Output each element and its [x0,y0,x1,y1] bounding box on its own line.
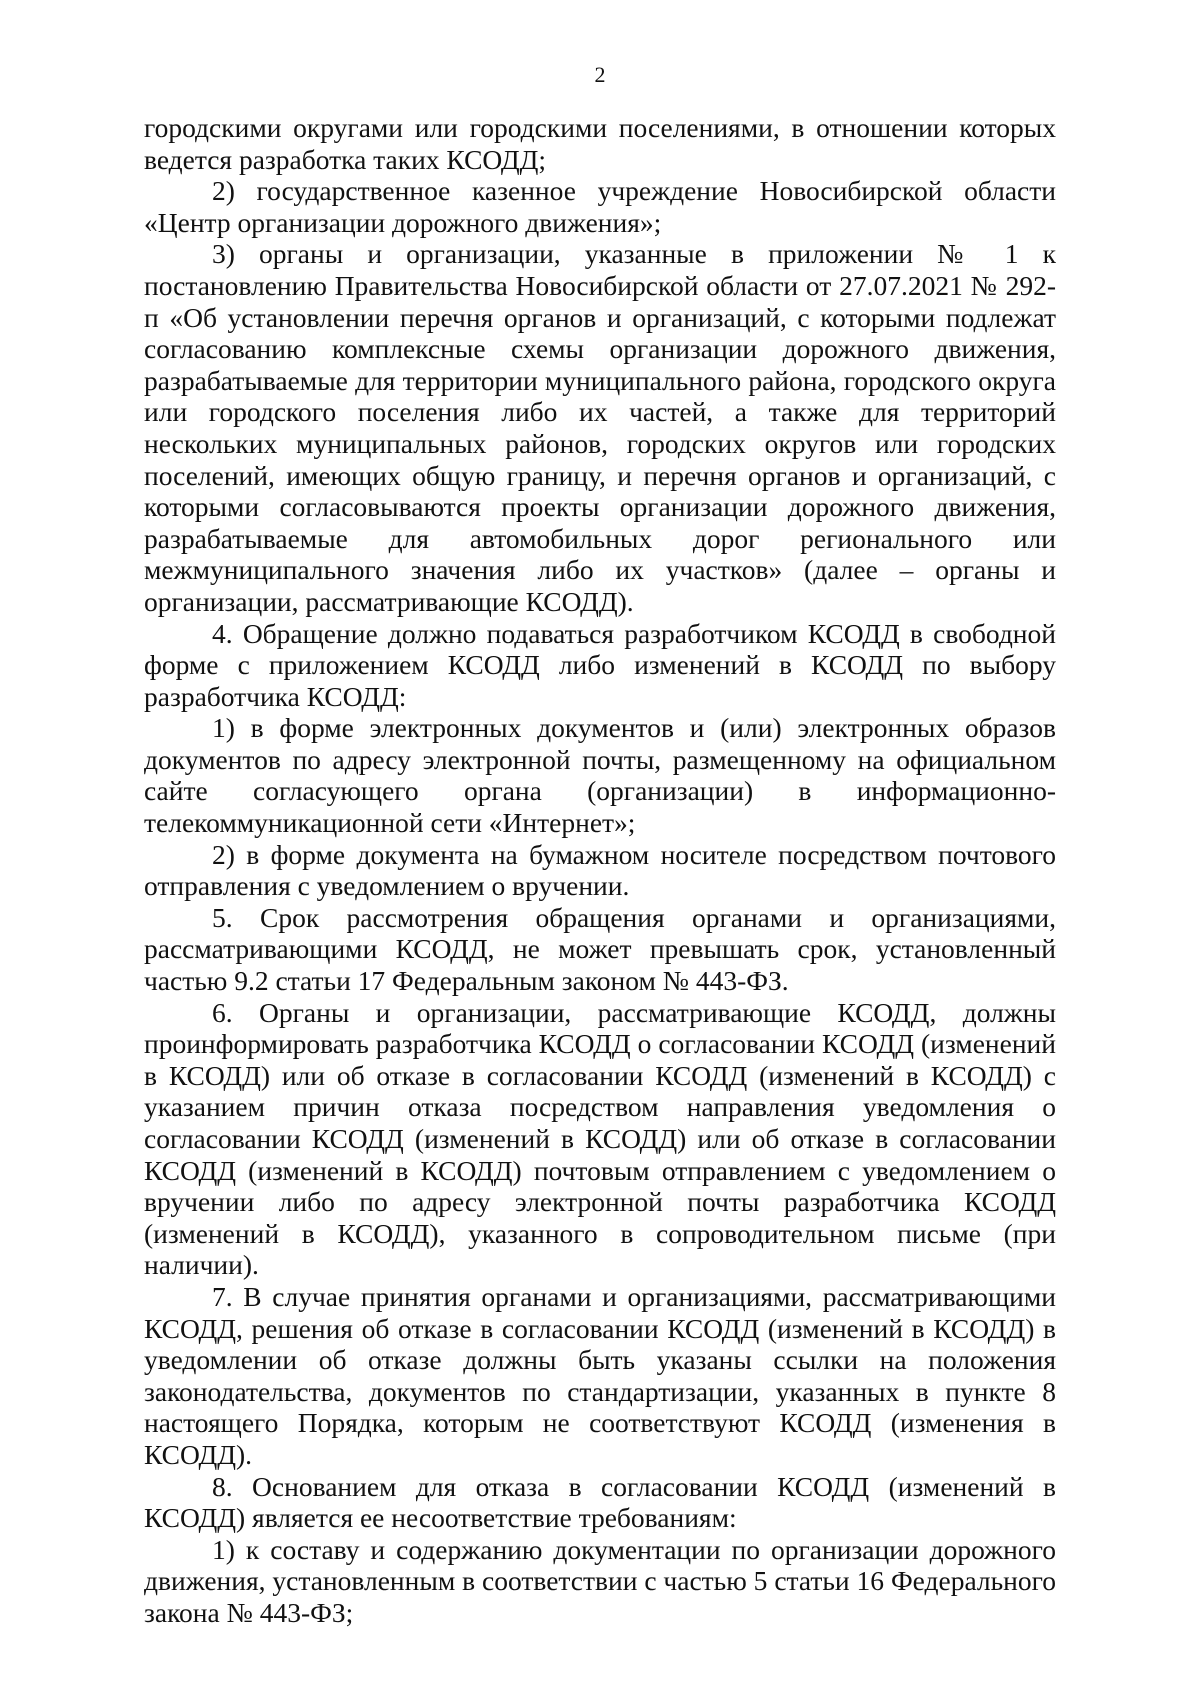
paragraph-clause-8: 8. Основанием для отказа в согласовании КСОДД (изменений в КСОДД) является ее несоответствие требованиям: [144,1470,1056,1534]
paragraph-clause-4-item-1: 1) в форме электронных документов и (или) электронных образов документов по адресу электронной почты, размещенному на официальном сайте согласующего органа (организации) в информационно-телекоммуникационной сети «Интернет»; [144,712,1056,839]
paragraph-continuation: городскими округами или городскими поселениями, в отношении которых ведется разработка таких КСОДД; [144,112,1056,175]
paragraph-clause-6: 6. Органы и организации, рассматривающие КСОДД, должны проинформировать разработчика КСОДД о согласовании КСОДД (изменений в КСОДД) или об отказе в согласовании КСОДД (изменений в КСОДД) с указанием причин отказа посредством направления уведомления о согласовании КСОДД (изменений в КСОДД) или об отказе в согласовании КСОДД (изменений в КСОДД) почтовым отправлением с уведомлением о вручении либо по адресу электронной почты разработчика КСОДД (изменений в КСОДД), указанного в сопроводительном письме (при наличии). [144,996,1056,1281]
document-body [144,112,1056,1629]
paragraph-item-2: 2) государственное казенное учреждение Новосибирской области «Центр организации дорожного движения»; [144,175,1056,238]
paragraph-clause-8-item-1: 1) к составу и содержанию документации по организации дорожного движения, установленным в соответствии с частью 5 статьи 16 Федерального закона № 443-ФЗ; [144,1533,1056,1628]
paragraph-clause-4: 4. Обращение должно подаваться разработчиком КСОДД в свободной форме с приложением КСОДД либо изменений в КСОДД по выбору разработчика КСОДД: [144,617,1056,712]
paragraph-clause-5: 5. Срок рассмотрения обращения органами и организациями, рассматривающими КСОДД, не может превышать срок, установленный частью 9.2 статьи 17 Федеральным законом № 443-ФЗ. [144,901,1056,997]
page-number: 2 [594,62,606,87]
paragraph-clause-4-item-2: 2) в форме документа на бумажном носителе посредством почтового отправления с уведомлением о вручении. [144,838,1056,902]
paragraph-item-3: 3) органы и организации, указанные в приложении № 1 к постановлению Правительства Новосибирской области от 27.07.2021 № 292-п «Об установлении перечня органов и организаций, с которыми подлежат согласованию комплексные схемы организации дорожного движения, разрабатываемые для территории муниципального района, городского округа или городского поселения либо их частей, а также для территорий нескольких муниципальных районов, городских округов или городских поселений, имеющих общую границу, и перечня органов и организаций, с которыми согласовываются проекты организации дорожного движения, разрабатываемые для автомобильных дорог регионального или межмуниципального значения либо их участков» (далее – органы и организации, рассматривающие КСОДД). [144,238,1056,617]
paragraph-clause-7: 7. В случае принятия органами и организациями, рассматривающими КСОДД, решения об отказе в согласовании КСОДД (изменений в КСОДД) в уведомлении об отказе должны быть указаны ссылки на положения законодательства, документов по стандартизации, указанных в пункте 8 настоящего Порядка, которым не соответствуют КСОДД (изменения в КСОДД). [144,1280,1056,1470]
